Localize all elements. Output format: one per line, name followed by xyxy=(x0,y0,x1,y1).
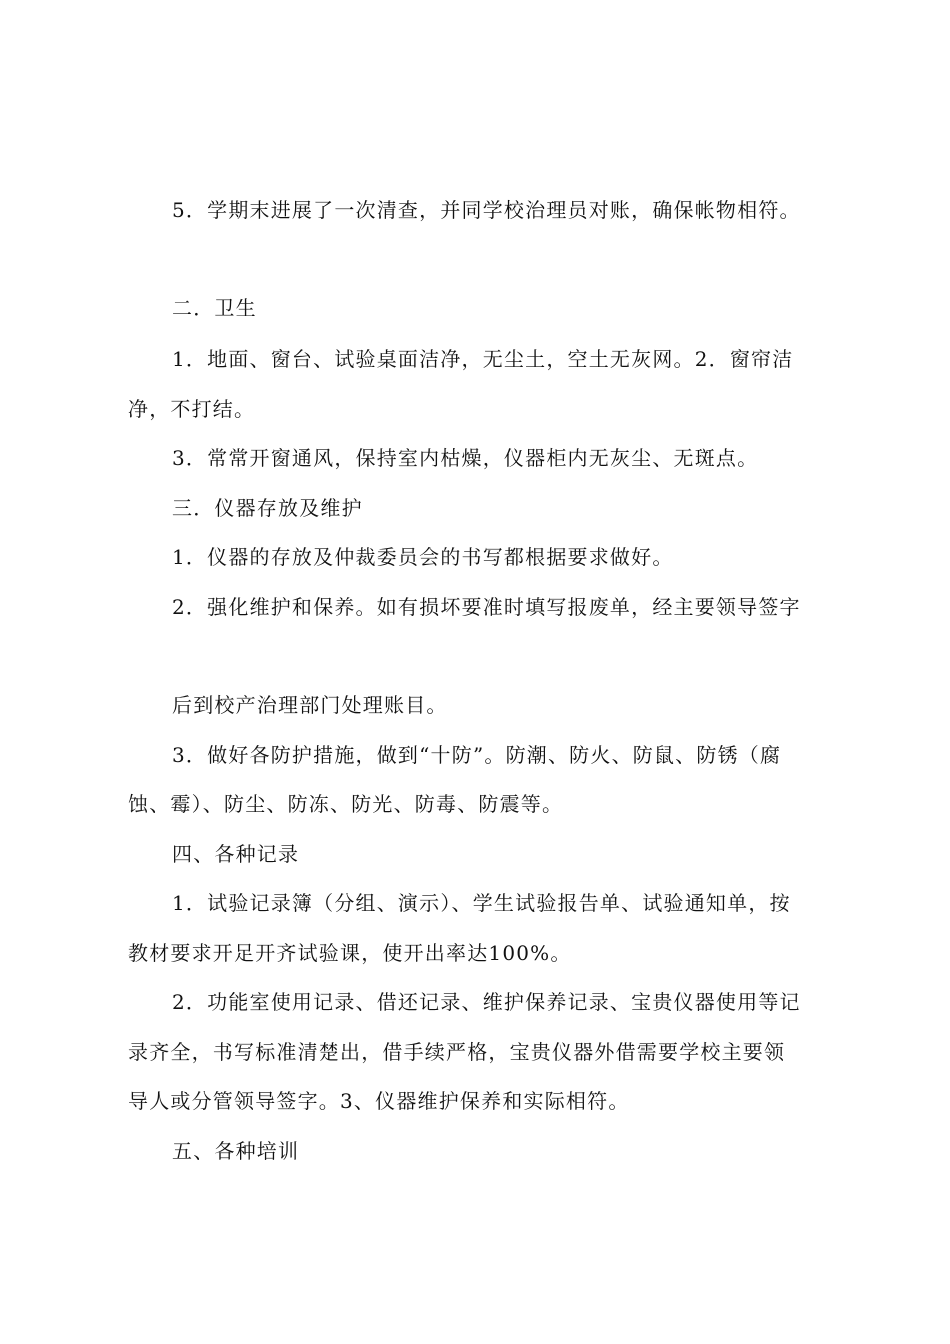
paragraph-records-2-cont2: 导人或分管领导签字。3、仪器维护保养和实际相符。 xyxy=(128,1089,630,1113)
paragraph-inventory-check: 5．学期末进展了一次清查，并同学校治理员对账，确保帐物相符。 xyxy=(172,198,801,222)
paragraph-hygiene-3: 3．常常开窗通风，保持室内枯燥，仪器柜内无灰尘、无斑点。 xyxy=(172,446,759,470)
paragraph-storage-2-cont: 后到校产治理部门处理账目。 xyxy=(172,693,448,717)
paragraph-records-2: 2．功能室使用记录、借还记录、维护保养记录、宝贵仪器使用等记 xyxy=(172,990,801,1014)
paragraph-storage-2: 2．强化维护和保养。如有损坏要准时填写报废单，经主要领导签字 xyxy=(172,595,801,619)
section-heading-training: 五、各种培训 xyxy=(172,1139,300,1163)
section-heading-instrument-storage: 三．仪器存放及维护 xyxy=(172,496,363,520)
paragraph-records-1: 1．试验记录簿（分组、演示）、学生试验报告单、试验通知单，按 xyxy=(172,891,791,915)
paragraph-hygiene-1: 1．地面、窗台、试验桌面洁净，无尘土，空土无灰网。2．窗帘洁 xyxy=(172,347,794,371)
paragraph-storage-1: 1．仪器的存放及仲裁委员会的书写都根据要求做好。 xyxy=(172,545,674,569)
paragraph-storage-3-cont: 蚀、霉）、防尘、防冻、防光、防毒、防震等。 xyxy=(128,792,564,816)
paragraph-hygiene-1-cont: 净，不打结。 xyxy=(128,397,256,421)
paragraph-records-1-cont: 教材要求开足开齐试验课，使开出率达100%。 xyxy=(128,941,572,965)
section-heading-records: 四、各种记录 xyxy=(172,842,300,866)
paragraph-storage-3: 3．做好各防护措施，做到“十防”。防潮、防火、防鼠、防锈（腐 xyxy=(172,743,782,767)
section-heading-hygiene: 二．卫生 xyxy=(172,296,257,320)
paragraph-records-2-cont: 录齐全，书写标准清楚出，借手续严格，宝贵仪器外借需要学校主要领 xyxy=(128,1040,786,1064)
